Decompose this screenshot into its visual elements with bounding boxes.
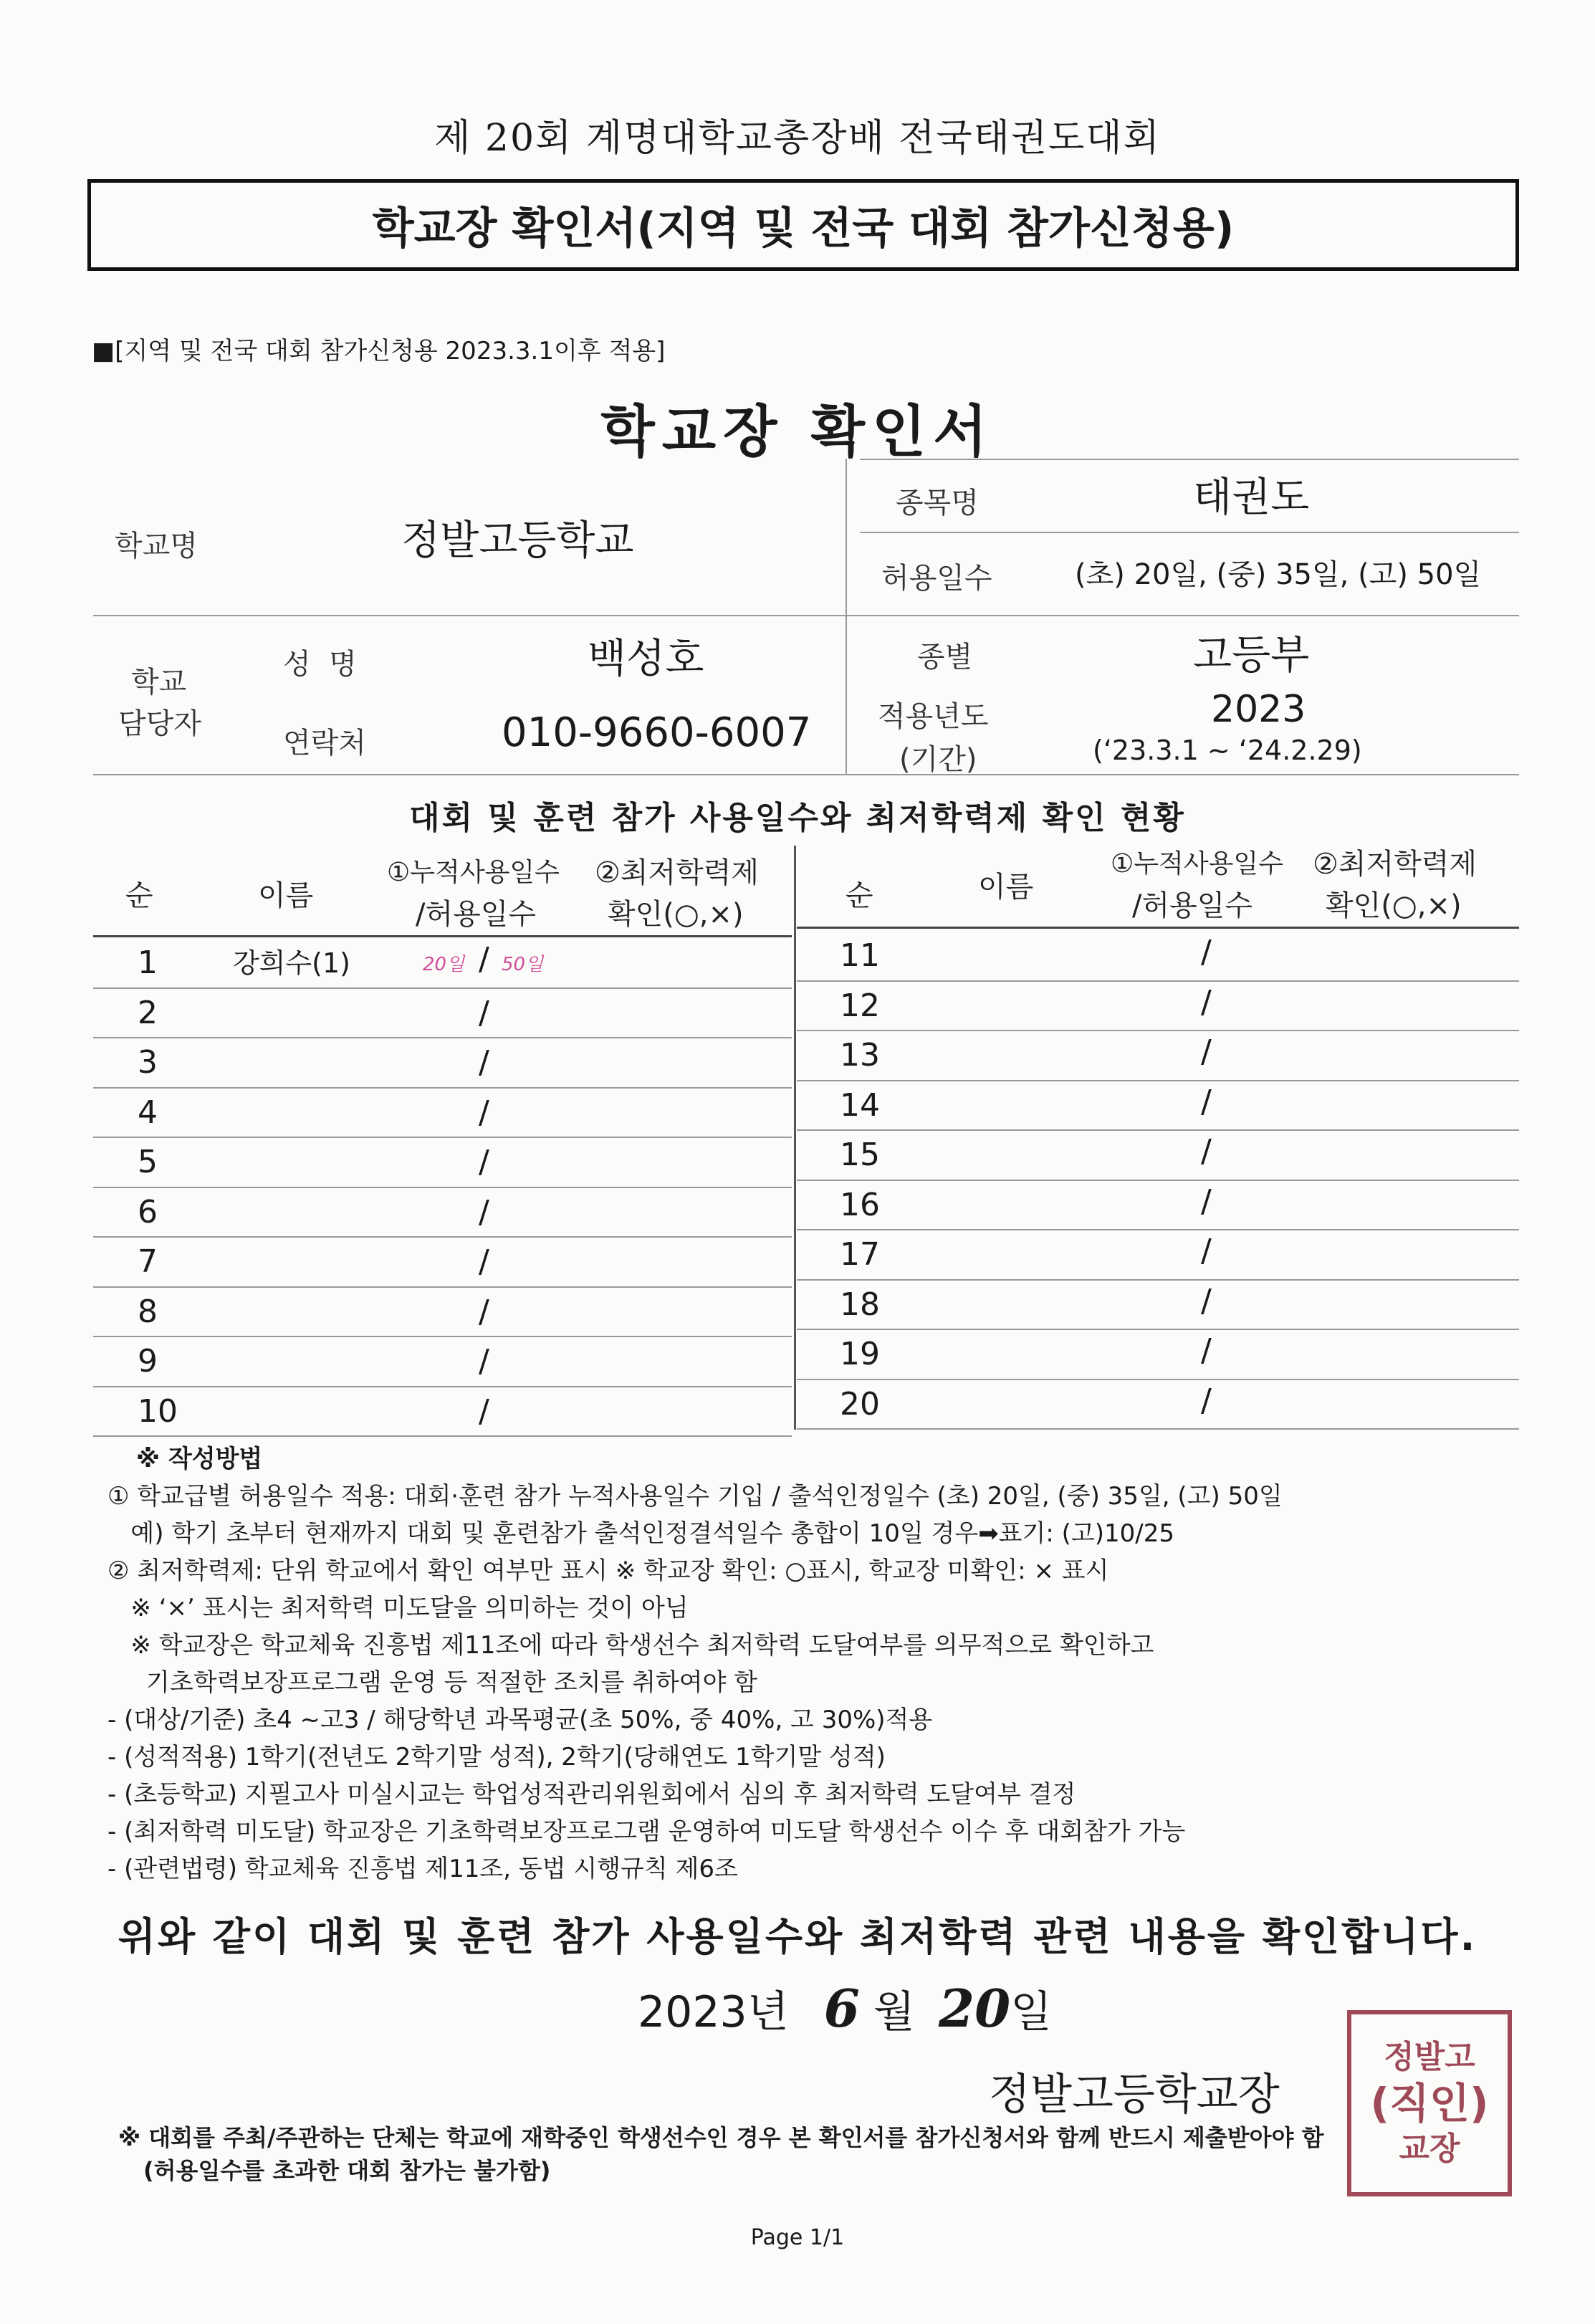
row-days: / bbox=[479, 1193, 489, 1230]
header-num-right: 순 bbox=[846, 879, 873, 912]
manager-label-1: 학교 bbox=[131, 666, 187, 699]
contact-label: 연락처 bbox=[283, 727, 366, 760]
header-name-left: 이름 bbox=[258, 879, 314, 912]
main-title: 학교장 확인서 bbox=[600, 400, 995, 464]
row-days: / bbox=[1201, 983, 1212, 1020]
manager-label-2: 담당자 bbox=[118, 707, 201, 740]
row-divider bbox=[797, 1329, 1519, 1330]
row-divider bbox=[93, 1236, 792, 1238]
header-days-right-1: ①누적사용일수 bbox=[1111, 849, 1283, 879]
seal-line-3: 교장 bbox=[1399, 2131, 1460, 2167]
sport-label: 종목명 bbox=[896, 487, 979, 520]
handwritten-pink-1: 20일 bbox=[423, 954, 465, 975]
method-line: - (성적적용) 1학기(전년도 2학기말 성적), 2학기(당해연도 1학기말 성적) bbox=[107, 1743, 886, 1771]
method-line: ※ ‘×’ 표시는 최저학력 미도달을 의미하는 것이 아님 bbox=[107, 1594, 689, 1622]
date-year: 2023년 bbox=[638, 1987, 789, 2037]
row-num: 5 bbox=[138, 1144, 158, 1180]
date-month-unit: 월 bbox=[873, 1987, 915, 2037]
method-lines bbox=[107, 1478, 1283, 1888]
row-days: / bbox=[1201, 934, 1212, 970]
row-days: / bbox=[1201, 1332, 1212, 1369]
row-num: 17 bbox=[840, 1236, 880, 1273]
row-num: 8 bbox=[138, 1293, 158, 1330]
header-num-left: 순 bbox=[125, 879, 153, 912]
method-line: ※ 학교장은 학교체육 진흥법 제11조에 따라 학생선수 최저학력 도달여부를 의무적으로 확인하고 bbox=[107, 1631, 1154, 1660]
row-days: / bbox=[1201, 1083, 1212, 1120]
divider bbox=[860, 532, 1519, 533]
row-days: / bbox=[479, 1094, 489, 1131]
school-value: 정발고등학교 bbox=[401, 517, 634, 564]
header-check-right-2: 확인(○,×) bbox=[1326, 889, 1462, 922]
section-title: 대회 및 훈련 참가 사용일수와 최저학력제 확인 현황 bbox=[409, 800, 1186, 836]
contact-value: 010-9660-6007 bbox=[502, 709, 812, 756]
row-num: 7 bbox=[138, 1243, 158, 1280]
row-num: 6 bbox=[138, 1193, 158, 1230]
method-line: 예) 학기 초부터 현재까지 대회 및 훈련참가 출석인정결석일수 총합이 10일 경우➡표기: (고)10/25 bbox=[107, 1519, 1174, 1548]
row-divider bbox=[797, 980, 1519, 982]
confirm-text: 위와 같이 대회 및 훈련 참가 사용일수와 최저학력 관련 내용을 확인합니다. bbox=[118, 1914, 1477, 1959]
method-line: ① 학교급별 허용일수 적용: 대회·훈련 참가 누적사용일수 기입 / 출석인정일수 (초) 20일, (중) 35일, (고) 50일 bbox=[107, 1482, 1283, 1511]
row-num: 9 bbox=[138, 1343, 158, 1379]
event-title: 제 20회 계명대학교총장배 전국태권도대회 bbox=[434, 117, 1161, 160]
row-num: 19 bbox=[840, 1336, 880, 1372]
method-line: - (대상/기준) 초4 ~고3 / 해당학년 과목평균(초 50%, 중 40%, 고 30%)적용 bbox=[107, 1706, 933, 1734]
allowed-days-value: (초) 20일, (중) 35일, (고) 50일 bbox=[1075, 558, 1482, 591]
row-divider bbox=[93, 1037, 792, 1038]
row-num: 15 bbox=[840, 1137, 880, 1173]
date-month: 6 bbox=[823, 1978, 860, 2039]
row-divider bbox=[797, 1180, 1519, 1181]
divider bbox=[846, 459, 847, 774]
top-note: ■[지역 및 전국 대회 참가신청용 2023.3.1이후 적용] bbox=[92, 337, 666, 365]
row-divider bbox=[93, 1137, 792, 1138]
row-divider bbox=[93, 1286, 792, 1288]
row-days: / bbox=[1201, 1233, 1212, 1269]
period-value: (‘23.3.1 ~ ‘24.2.29) bbox=[1093, 735, 1362, 766]
form-box-title bbox=[87, 179, 1519, 271]
row-name: 강희수(1) bbox=[233, 947, 350, 979]
row-num: 4 bbox=[138, 1094, 158, 1131]
name-value: 백성호 bbox=[588, 636, 704, 682]
principal-name: 정발고등학교장 bbox=[989, 2070, 1280, 2120]
divider bbox=[93, 774, 1519, 775]
row-divider bbox=[93, 1187, 792, 1188]
method-line: ② 최저학력제: 단위 학교에서 확인 여부만 표시 ※ 학교장 확인: ○표시, 학교장 미확인: × 표시 bbox=[107, 1556, 1109, 1585]
year-label-2: (기간) bbox=[899, 743, 977, 776]
date-day: 20 bbox=[938, 1978, 1011, 2039]
row-num: 18 bbox=[840, 1286, 880, 1323]
sport-value: 태권도 bbox=[1193, 474, 1310, 521]
row-divider bbox=[797, 1030, 1519, 1031]
row-days: / bbox=[479, 1293, 489, 1330]
method-section bbox=[107, 1440, 1283, 1888]
row-divider bbox=[93, 1336, 792, 1337]
header-days-left-1: ①누적사용일수 bbox=[387, 858, 560, 887]
row-days: / bbox=[479, 941, 489, 977]
row-divider bbox=[797, 1279, 1519, 1281]
header-check-left-2: 확인(○,×) bbox=[608, 898, 744, 931]
row-days: / bbox=[1201, 1182, 1212, 1220]
method-line: - (최저학력 미도달) 학교장은 기초학력보장프로그램 운영하여 미도달 학생선수 이수 후 대회참가 가능 bbox=[107, 1817, 1186, 1846]
row-days: / bbox=[1201, 1282, 1212, 1319]
row-days: / bbox=[1201, 1033, 1212, 1070]
row-divider bbox=[797, 1229, 1519, 1230]
row-num: 2 bbox=[138, 994, 158, 1031]
row-days: / bbox=[479, 1044, 489, 1081]
form-box-title-text: 학교장 확인서(지역 및 전국 대회 참가신청용) bbox=[372, 204, 1235, 254]
seal-line-2: (직인) bbox=[1370, 2079, 1489, 2128]
divider bbox=[860, 459, 1519, 460]
header-name-right: 이름 bbox=[978, 871, 1034, 904]
row-divider bbox=[93, 1386, 792, 1387]
date bbox=[638, 1978, 1052, 2040]
allowed-days-label: 허용일수 bbox=[881, 562, 992, 595]
row-days: / bbox=[479, 1243, 489, 1280]
seal-line-1: 정발고 bbox=[1384, 2039, 1475, 2075]
row-num: 13 bbox=[840, 1037, 880, 1073]
page-number: Page 1/1 bbox=[750, 2225, 845, 2250]
division-value: 고등부 bbox=[1193, 632, 1310, 679]
official-seal bbox=[1347, 2010, 1512, 2196]
row-days: / bbox=[479, 1144, 489, 1180]
row-divider bbox=[93, 1087, 792, 1089]
table-header-divider bbox=[797, 927, 1519, 929]
method-title: ※ 작성방법 bbox=[136, 1445, 263, 1473]
row-days: / bbox=[479, 1343, 489, 1379]
division-label: 종별 bbox=[917, 641, 973, 674]
footnote-line-2: (허용일수를 초과한 대회 참가는 불가함) bbox=[143, 2157, 551, 2184]
school-label: 학교명 bbox=[115, 530, 198, 563]
method-line: - (초등학교) 지필고사 미실시교는 학업성적관리위원회에서 심의 후 최저학력 도달여부 결정 bbox=[107, 1780, 1076, 1809]
row-divider bbox=[797, 1428, 1519, 1430]
header-days-left-2: /허용일수 bbox=[416, 898, 537, 931]
divider bbox=[93, 615, 1519, 616]
method-line: 기초학력보장프로그램 운영 등 적절한 조치를 취하여야 함 bbox=[107, 1668, 758, 1697]
handwritten-pink-2: 50일 bbox=[502, 954, 544, 975]
method-line: - (관련법령) 학교체육 진흥법 제11조, 동법 시행규칙 제6조 bbox=[107, 1855, 738, 1883]
row-days: / bbox=[1201, 1133, 1212, 1170]
row-days: / bbox=[1201, 1382, 1212, 1419]
row-num: 11 bbox=[840, 937, 880, 974]
header-check-right-1: ②최저학력제 bbox=[1313, 848, 1477, 881]
footnote-line-1: ※ 대회를 주최/주관하는 단체는 학교에 재학중인 학생선수인 경우 본 확인서를 참가신청서와 함께 반드시 제출받아야 함 bbox=[118, 2124, 1324, 2151]
row-num: 16 bbox=[840, 1186, 880, 1223]
table-center-divider bbox=[794, 846, 796, 1430]
row-divider bbox=[93, 988, 792, 989]
row-days: / bbox=[479, 994, 489, 1031]
row-num: 10 bbox=[138, 1392, 178, 1430]
row-divider bbox=[93, 1435, 792, 1437]
name-label: 성 명 bbox=[283, 648, 357, 681]
row-divider bbox=[797, 1129, 1519, 1131]
row-days: / bbox=[479, 1392, 489, 1430]
row-num: 12 bbox=[840, 987, 880, 1024]
footnote bbox=[118, 2121, 1324, 2187]
row-num: 14 bbox=[840, 1086, 880, 1124]
row-divider bbox=[797, 1379, 1519, 1380]
row-divider bbox=[797, 1080, 1519, 1081]
header-days-right-2: /허용일수 bbox=[1132, 889, 1253, 922]
year-value: 2023 bbox=[1211, 688, 1306, 731]
year-label-1: 적용년도 bbox=[878, 700, 989, 733]
row-num: 3 bbox=[138, 1044, 158, 1081]
row-num: 1 bbox=[138, 945, 158, 981]
table-header-divider bbox=[93, 935, 792, 937]
row-num: 20 bbox=[840, 1385, 880, 1422]
header-check-left-1: ②최저학력제 bbox=[595, 856, 760, 889]
date-day-unit: 일 bbox=[1010, 1987, 1053, 2037]
